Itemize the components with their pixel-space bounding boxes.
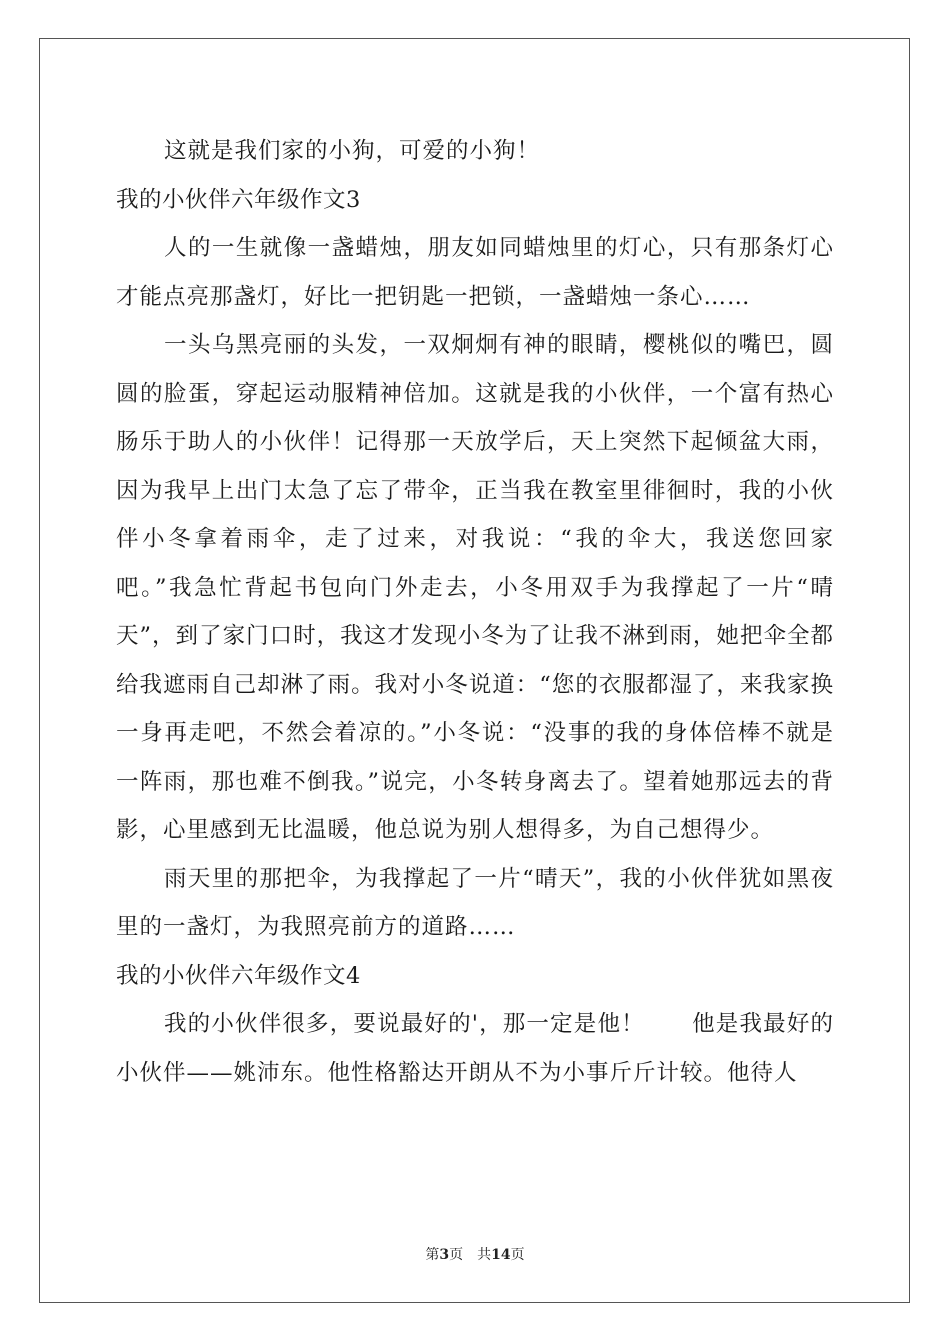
paragraph: 人的一生就像一盏蜡烛，朋友如同蜡烛里的灯心，只有那条灯心才能点亮那盏灯，好比一把钥匙一把锁，一盏蜡烛一条心…… [116, 235, 834, 310]
current-page-number: 3 [439, 1247, 450, 1263]
footer-mid: 页 共 [449, 1247, 492, 1263]
paragraph: 雨天里的那把伞，为我撑起了一片“晴天”，我的小伙伴犹如黑夜里的一盏灯，为我照亮前方的道路…… [116, 865, 834, 940]
page-footer [0, 1244, 950, 1264]
document-body [116, 127, 834, 1097]
section-heading: 我的小伙伴六年级作文4 [116, 962, 361, 989]
paragraph: 一头乌黑亮丽的头发，一双炯炯有神的眼睛，樱桃似的嘴巴，圆圆的脸蛋，穿起运动服精神倍加。这就是我的小伙伴，一个富有热心肠乐于助人的小伙伴！记得那一天放学后，天上突然下起倾盆大雨，因为我早上出门太急了忘了带伞，正当我在教室里徘徊时，我的小伙伴小冬拿着雨伞，走了过来，对我说：“我的伞大，我送您回家吧。”我急忙背起书包向门外走去，小冬用双手为我撑起了一片“晴天”，到了家门口时，我这才发现小冬为了让我不淋到雨，她把伞全都给我遮雨自己却淋了雨。我对小冬说道：“您的衣服都湿了，来我家换一身再走吧，不然会着凉的。”小冬说：“没事的我的身体倍棒不就是一阵雨，那也难不倒我。”说完，小冬转身离去了。望着她那远去的背影，心里感到无比温暖，他总说为别人想得多，为自己想得少。 [116, 332, 834, 843]
paragraph: 这就是我们家的小狗，可爱的小狗！ [164, 138, 541, 164]
footer-prefix: 第 [425, 1247, 440, 1263]
total-pages-number: 14 [491, 1247, 511, 1263]
paragraph: 我的小伙伴很多，要说最好的'，那一定是他！ 他是我最好的小伙伴——姚沛东。他性格豁达开朗从不为小事斤斤计较。他待人 [116, 1011, 834, 1086]
footer-suffix: 页 [510, 1247, 525, 1263]
section-heading: 我的小伙伴六年级作文3 [116, 186, 361, 213]
